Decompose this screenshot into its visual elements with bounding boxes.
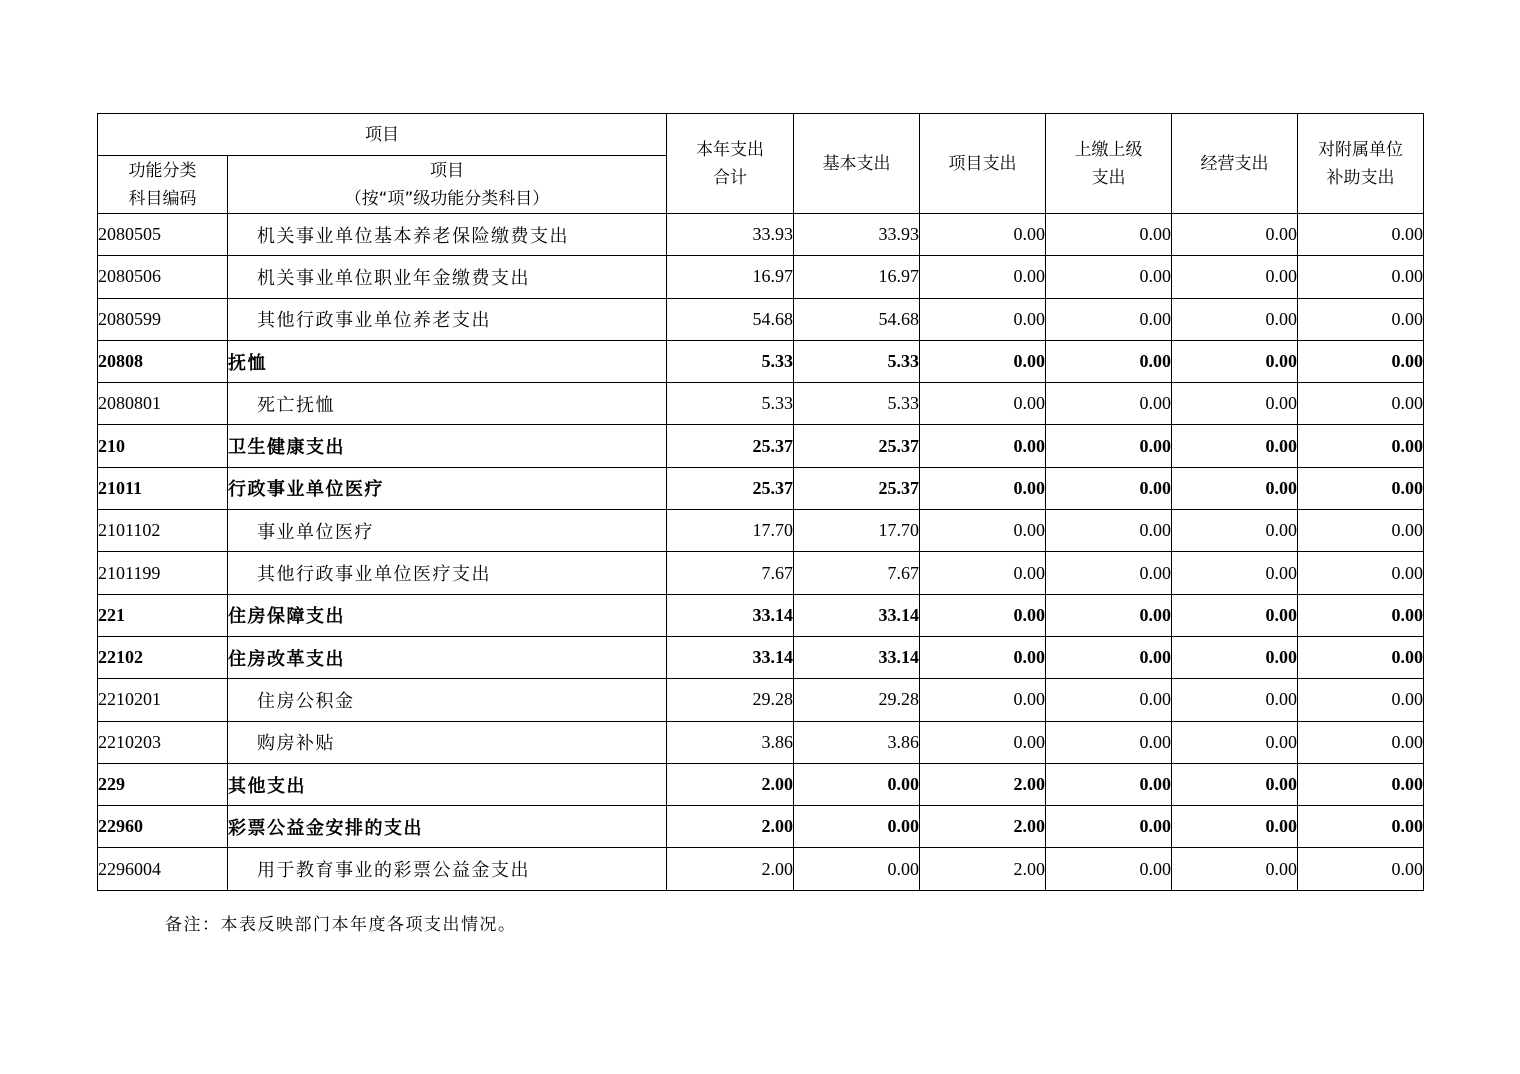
cell-upper: 0.00 xyxy=(1046,298,1172,340)
cell-basic: 0.00 xyxy=(794,848,920,890)
cell-project: 2.00 xyxy=(920,848,1046,890)
cell-operating: 0.00 xyxy=(1172,214,1298,256)
table-row xyxy=(98,679,1424,721)
cell-subsidy: 0.00 xyxy=(1298,256,1424,298)
cell-subsidy: 0.00 xyxy=(1298,848,1424,890)
cell-code: 22102 xyxy=(98,636,228,678)
cell-total: 33.93 xyxy=(667,214,794,256)
cell-upper: 0.00 xyxy=(1046,552,1172,594)
cell-project: 0.00 xyxy=(920,214,1046,256)
cell-code: 21011 xyxy=(98,467,228,509)
cell-project: 0.00 xyxy=(920,594,1046,636)
cell-basic: 33.14 xyxy=(794,636,920,678)
cell-name: 抚恤 xyxy=(228,340,667,382)
cell-basic: 7.67 xyxy=(794,552,920,594)
table-row xyxy=(98,594,1424,636)
cell-project: 0.00 xyxy=(920,340,1046,382)
cell-basic: 17.70 xyxy=(794,510,920,552)
cell-operating: 0.00 xyxy=(1172,806,1298,848)
cell-basic: 16.97 xyxy=(794,256,920,298)
cell-code: 210 xyxy=(98,425,228,467)
cell-code: 221 xyxy=(98,594,228,636)
cell-basic: 3.86 xyxy=(794,721,920,763)
cell-total: 2.00 xyxy=(667,806,794,848)
table-row xyxy=(98,848,1424,890)
cell-project: 0.00 xyxy=(920,636,1046,678)
cell-project: 2.00 xyxy=(920,763,1046,805)
cell-subsidy: 0.00 xyxy=(1298,636,1424,678)
cell-name: 死亡抚恤 xyxy=(228,383,667,425)
cell-subsidy: 0.00 xyxy=(1298,214,1424,256)
cell-project: 0.00 xyxy=(920,552,1046,594)
table-row xyxy=(98,467,1424,509)
table-row xyxy=(98,340,1424,382)
cell-total: 16.97 xyxy=(667,256,794,298)
cell-name: 彩票公益金安排的支出 xyxy=(228,806,667,848)
cell-code: 229 xyxy=(98,763,228,805)
table-row xyxy=(98,552,1424,594)
cell-subsidy: 0.00 xyxy=(1298,594,1424,636)
cell-upper: 0.00 xyxy=(1046,679,1172,721)
cell-total: 5.33 xyxy=(667,383,794,425)
cell-subsidy: 0.00 xyxy=(1298,383,1424,425)
cell-project: 0.00 xyxy=(920,679,1046,721)
cell-upper: 0.00 xyxy=(1046,806,1172,848)
cell-subsidy: 0.00 xyxy=(1298,806,1424,848)
header-operating: 经营支出 xyxy=(1172,114,1298,214)
cell-basic: 25.37 xyxy=(794,425,920,467)
cell-operating: 0.00 xyxy=(1172,510,1298,552)
cell-code: 2080506 xyxy=(98,256,228,298)
cell-code: 22960 xyxy=(98,806,228,848)
cell-code: 2210203 xyxy=(98,721,228,763)
cell-total: 33.14 xyxy=(667,636,794,678)
cell-subsidy: 0.00 xyxy=(1298,552,1424,594)
cell-subsidy: 0.00 xyxy=(1298,721,1424,763)
header-name: 项目 （按“项”级功能分类科目） xyxy=(228,156,667,214)
cell-upper: 0.00 xyxy=(1046,763,1172,805)
header-subsidy: 对附属单位 补助支出 xyxy=(1298,114,1424,214)
cell-name: 机关事业单位职业年金缴费支出 xyxy=(228,256,667,298)
cell-code: 2210201 xyxy=(98,679,228,721)
cell-operating: 0.00 xyxy=(1172,256,1298,298)
cell-upper: 0.00 xyxy=(1046,594,1172,636)
cell-operating: 0.00 xyxy=(1172,679,1298,721)
cell-upper: 0.00 xyxy=(1046,256,1172,298)
cell-total: 2.00 xyxy=(667,848,794,890)
cell-operating: 0.00 xyxy=(1172,340,1298,382)
cell-upper: 0.00 xyxy=(1046,510,1172,552)
cell-upper: 0.00 xyxy=(1046,340,1172,382)
cell-name: 住房保障支出 xyxy=(228,594,667,636)
cell-operating: 0.00 xyxy=(1172,594,1298,636)
table-row xyxy=(98,425,1424,467)
table-note: 备注：本表反映部门本年度各项支出情况。 xyxy=(165,915,517,935)
table-row xyxy=(98,636,1424,678)
cell-operating: 0.00 xyxy=(1172,848,1298,890)
table-row xyxy=(98,214,1424,256)
table-row xyxy=(98,510,1424,552)
cell-total: 25.37 xyxy=(667,467,794,509)
header-basic: 基本支出 xyxy=(794,114,920,214)
cell-total: 54.68 xyxy=(667,298,794,340)
cell-name: 事业单位医疗 xyxy=(228,510,667,552)
cell-upper: 0.00 xyxy=(1046,383,1172,425)
table-row xyxy=(98,256,1424,298)
expenditure-table xyxy=(97,113,1424,891)
cell-subsidy: 0.00 xyxy=(1298,340,1424,382)
cell-subsidy: 0.00 xyxy=(1298,763,1424,805)
cell-operating: 0.00 xyxy=(1172,383,1298,425)
cell-name: 机关事业单位基本养老保险缴费支出 xyxy=(228,214,667,256)
cell-name: 购房补贴 xyxy=(228,721,667,763)
cell-basic: 5.33 xyxy=(794,383,920,425)
cell-total: 2.00 xyxy=(667,763,794,805)
table-body xyxy=(98,214,1424,891)
cell-name: 其他行政事业单位医疗支出 xyxy=(228,552,667,594)
header-total: 本年支出 合计 xyxy=(667,114,794,214)
cell-name: 其他支出 xyxy=(228,763,667,805)
table-row xyxy=(98,721,1424,763)
table-row xyxy=(98,806,1424,848)
cell-name: 住房改革支出 xyxy=(228,636,667,678)
cell-code: 2080505 xyxy=(98,214,228,256)
cell-code: 2080801 xyxy=(98,383,228,425)
cell-project: 0.00 xyxy=(920,467,1046,509)
table-row xyxy=(98,298,1424,340)
cell-code: 2101102 xyxy=(98,510,228,552)
cell-project: 0.00 xyxy=(920,510,1046,552)
cell-code: 2101199 xyxy=(98,552,228,594)
cell-name: 卫生健康支出 xyxy=(228,425,667,467)
cell-total: 33.14 xyxy=(667,594,794,636)
header-project: 项目支出 xyxy=(920,114,1046,214)
table-row xyxy=(98,383,1424,425)
cell-upper: 0.00 xyxy=(1046,636,1172,678)
cell-basic: 0.00 xyxy=(794,763,920,805)
cell-basic: 25.37 xyxy=(794,467,920,509)
cell-total: 17.70 xyxy=(667,510,794,552)
cell-project: 0.00 xyxy=(920,383,1046,425)
cell-operating: 0.00 xyxy=(1172,467,1298,509)
header-upper: 上缴上级 支出 xyxy=(1046,114,1172,214)
cell-subsidy: 0.00 xyxy=(1298,679,1424,721)
cell-total: 3.86 xyxy=(667,721,794,763)
cell-total: 29.28 xyxy=(667,679,794,721)
cell-basic: 29.28 xyxy=(794,679,920,721)
cell-project: 2.00 xyxy=(920,806,1046,848)
cell-upper: 0.00 xyxy=(1046,848,1172,890)
cell-basic: 0.00 xyxy=(794,806,920,848)
cell-subsidy: 0.00 xyxy=(1298,425,1424,467)
cell-name: 行政事业单位医疗 xyxy=(228,467,667,509)
cell-project: 0.00 xyxy=(920,721,1046,763)
cell-upper: 0.00 xyxy=(1046,214,1172,256)
cell-code: 20808 xyxy=(98,340,228,382)
cell-operating: 0.00 xyxy=(1172,552,1298,594)
cell-total: 7.67 xyxy=(667,552,794,594)
cell-upper: 0.00 xyxy=(1046,467,1172,509)
cell-operating: 0.00 xyxy=(1172,636,1298,678)
cell-total: 5.33 xyxy=(667,340,794,382)
cell-operating: 0.00 xyxy=(1172,298,1298,340)
cell-basic: 5.33 xyxy=(794,340,920,382)
cell-basic: 33.14 xyxy=(794,594,920,636)
cell-operating: 0.00 xyxy=(1172,721,1298,763)
cell-code: 2080599 xyxy=(98,298,228,340)
cell-basic: 33.93 xyxy=(794,214,920,256)
cell-operating: 0.00 xyxy=(1172,763,1298,805)
header-code: 功能分类 科目编码 xyxy=(98,156,228,214)
cell-project: 0.00 xyxy=(920,256,1046,298)
cell-operating: 0.00 xyxy=(1172,425,1298,467)
cell-name: 其他行政事业单位养老支出 xyxy=(228,298,667,340)
cell-subsidy: 0.00 xyxy=(1298,467,1424,509)
table-row xyxy=(98,763,1424,805)
cell-subsidy: 0.00 xyxy=(1298,298,1424,340)
cell-subsidy: 0.00 xyxy=(1298,510,1424,552)
cell-name: 住房公积金 xyxy=(228,679,667,721)
header-project-group: 项目 xyxy=(98,114,667,156)
cell-total: 25.37 xyxy=(667,425,794,467)
cell-project: 0.00 xyxy=(920,298,1046,340)
cell-upper: 0.00 xyxy=(1046,721,1172,763)
cell-code: 2296004 xyxy=(98,848,228,890)
cell-upper: 0.00 xyxy=(1046,425,1172,467)
cell-basic: 54.68 xyxy=(794,298,920,340)
cell-project: 0.00 xyxy=(920,425,1046,467)
cell-name: 用于教育事业的彩票公益金支出 xyxy=(228,848,667,890)
